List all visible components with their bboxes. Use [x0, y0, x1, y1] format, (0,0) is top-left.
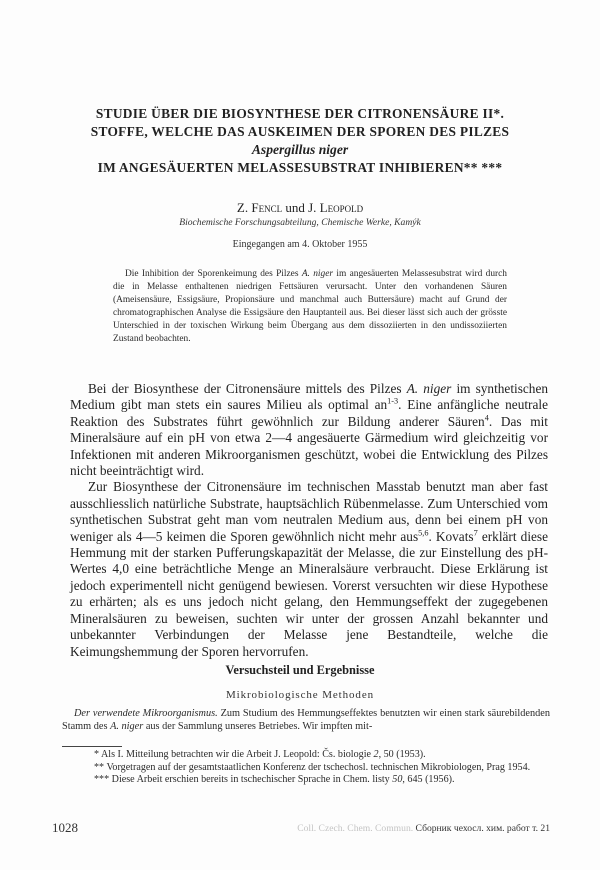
footnote-2	[62, 762, 550, 775]
footnote-1	[62, 749, 550, 762]
subsection-heading: Mikrobiologische Methoden	[225, 689, 375, 701]
footnote-3	[62, 774, 550, 787]
author-1-surname: Fencl	[251, 200, 283, 215]
title-line-1: STUDIE ÜBER DIE BIOSYNTHESE DER CITRONENSÄURE II*.	[95, 106, 505, 121]
author-2-surname: Leopold	[319, 200, 364, 215]
abstract-species: A. niger	[301, 269, 334, 279]
species: A. niger	[406, 381, 452, 396]
title-line-4: IM ANGESÄUERTEN MELASSESUBSTRAT INHIBIEREN** ***	[97, 160, 503, 175]
text: . Kovats	[428, 528, 474, 544]
text: aus der Sammlung unseres Betriebes. Wir impften mit-	[143, 721, 373, 732]
running-head	[270, 823, 550, 834]
paragraph-1	[70, 381, 548, 479]
text: Zur Biosynthese der Citronensäure im technischen Masstab benutzt man aber fast ausschliesslich natürliche Substrate, hauptsächlich Rübenmelasse. Zum Unterschied vom synthetischen Substrat geht man vom neutralen Medium aus, denn bei einem pH von weniger als 4—5 keimen die Sporen gewöhnlich nicht mehr aus	[70, 479, 548, 544]
footnote-text: Vorgetragen auf der gesamtstaatlichen Konferenz der tschechosl. technischen Mikrobiologen, Prag 1954.	[106, 761, 531, 773]
footnote-text: Diese Arbeit erschien bereits in tschechischer Sprache in Chem. listy	[111, 774, 393, 786]
text: Zum Studium des Hemmungseffektes benutzten wir einen stark säurebildenden Stamm des	[62, 708, 550, 732]
running-head-faint: Coll. Czech. Chem. Commun.	[297, 823, 414, 834]
methods-paragraph	[62, 707, 550, 733]
text: erklärt diese Hemmung mit der starken Pufferungskapazität der Melasse, die zur Einstellung des pH-Wertes 4,0 eine beträchtliche Menge an Mineralsäure verbraucht. Diese Erklärung ist jedoch experimentell nicht genügend bewiesen. Vorerst versuchten wir diese Hypothese zu erhärten; als es uns jedoch nicht gelang, den Hemmungseffekt der zugegebenen Mineralsäuren zu beweisen, suchten wir unter der grossen Anzahl bekannter und unbekannter Verbindungen der Melasse jene Bestandteile, welche die Keimungshemmung der Sporen hervorrufen.	[70, 528, 548, 659]
species: A. niger	[110, 721, 144, 732]
text: im synthetischen Medium gibt man stets ein saures Milieu als optimal an	[70, 381, 548, 413]
citation: 1-3	[387, 396, 399, 406]
paragraph-2	[70, 479, 548, 659]
author-conjunction: und	[282, 200, 309, 215]
footnote-italic: 2	[373, 749, 379, 760]
author-2-initial: J.	[308, 200, 320, 215]
footnote-tail: , 645 (1956).	[402, 774, 455, 786]
text: . Das mit Mineralsäure auf ein pH von etwa 2—4 angesäuerte Gärmedium wird gleichzeitig vor Infektionen mit anderen Mikroorganismen geschützt, wobei die Entwicklung des Pilzes nicht beeinträchtigt wird.	[70, 413, 548, 479]
abstract-text: Die Inhibition der Sporenkeimung des Pilzes	[125, 269, 302, 279]
citation: 4	[484, 413, 489, 423]
author-1-initial: Z.	[236, 200, 252, 215]
footnote-rule	[62, 746, 122, 747]
body-text	[70, 381, 548, 660]
footnote-mark: **	[94, 761, 105, 773]
citation: 7	[473, 528, 478, 538]
footnote-text: Als I. Mitteilung betrachten wir die Arbeit J. Leopold: Čs. biologie	[101, 749, 374, 760]
citation: 5,6	[418, 528, 429, 538]
received-date: Eingegangen am 4. Oktober 1955	[232, 239, 368, 250]
abstract	[113, 268, 507, 345]
authors	[60, 200, 540, 216]
text: Bei der Biosynthese der Citronensäure mittels des Pilzes	[88, 381, 407, 396]
footnote-mark: *	[94, 749, 100, 760]
page-number: 1028	[52, 820, 78, 835]
footnotes	[62, 749, 550, 787]
run-in-heading: Der verwendete Mikroorganismus.	[74, 708, 218, 719]
title-line-2: STOFFE, WELCHE DAS AUSKEIMEN DER SPOREN DES PILZES	[90, 124, 510, 139]
footnote-italic: 50	[392, 774, 403, 786]
affiliation: Biochemische Forschungsabteilung, Chemische Werke, Kamýk	[179, 217, 421, 228]
running-head-journal: Сборник чехосл. хим. работ т. 21	[415, 823, 550, 834]
footnote-mark: ***	[94, 774, 110, 786]
footnote-tail: , 50 (1953).	[378, 749, 426, 760]
abstract-text-cont: im angesäuerten Melassesubstrat wird durch die in Melasse enthaltenen niedrigen Fettsäuren verursacht. Unter den vorhandenen Säuren (Ameisensäure, Essigsäure, Propionsäure und manchmal auch Buttersäure) macht auf Grund der chromatographischen Analyse die Essigsäure den Hauptanteil aus. Bei dieser lässt sich auch der grösste Unterschied in der toxischen Wirkung beim Übergang aus dem dissoziierten in den undissoziierten Zustand beobachten.	[113, 269, 507, 344]
section-heading: Versuchsteil und Ergebnisse	[225, 663, 375, 677]
title-line-3-species: Aspergillus niger	[251, 142, 349, 157]
text: . Eine anfängliche neutrale Reaktion des Substrates führt gewöhnlich zur Bildung anderer Säuren	[70, 397, 548, 429]
